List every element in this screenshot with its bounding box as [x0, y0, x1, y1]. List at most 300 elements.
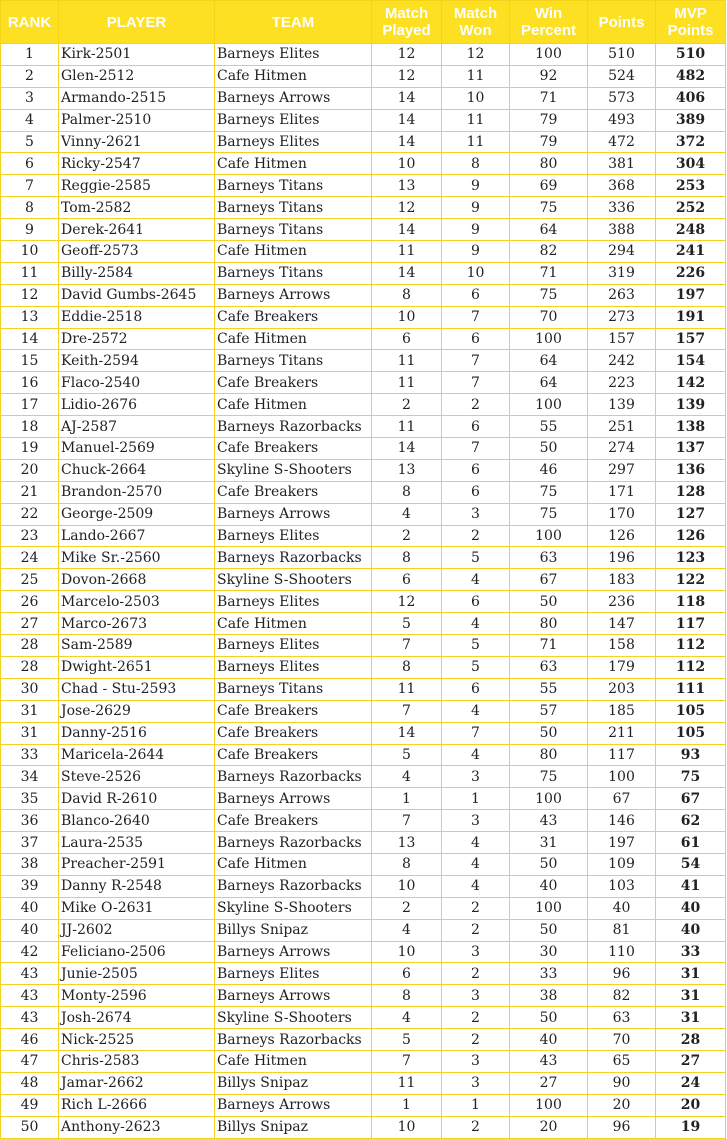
- cell-match-played: 4: [372, 766, 442, 788]
- cell-player: Monty-2596: [59, 985, 215, 1007]
- table-row: [1, 1007, 726, 1029]
- cell-team: Barneys Razorbacks: [215, 832, 372, 854]
- cell-player: Geoff-2573: [59, 241, 215, 263]
- cell-win-percent: 71: [510, 635, 588, 657]
- cell-rank: 24: [1, 547, 59, 569]
- cell-match-won: 4: [442, 700, 510, 722]
- cell-rank: 3: [1, 87, 59, 109]
- cell-rank: 26: [1, 591, 59, 613]
- cell-points: 223: [588, 372, 656, 394]
- cell-points: 273: [588, 306, 656, 328]
- cell-match-played: 14: [372, 262, 442, 284]
- header-match-won-line2: Won: [459, 22, 492, 39]
- cell-match-played: 12: [372, 591, 442, 613]
- table-row: [1, 810, 726, 832]
- cell-points: 185: [588, 700, 656, 722]
- cell-mvp-points: 112: [656, 656, 726, 678]
- cell-mvp-points: 136: [656, 459, 726, 481]
- cell-points: 236: [588, 591, 656, 613]
- cell-team: Skyline S-Shooters: [215, 897, 372, 919]
- cell-match-won: 2: [442, 919, 510, 941]
- cell-team: Skyline S-Shooters: [215, 459, 372, 481]
- cell-match-won: 6: [442, 459, 510, 481]
- cell-team: Barneys Arrows: [215, 788, 372, 810]
- cell-match-played: 11: [372, 350, 442, 372]
- cell-win-percent: 33: [510, 963, 588, 985]
- cell-mvp-points: 372: [656, 131, 726, 153]
- cell-win-percent: 100: [510, 1094, 588, 1116]
- cell-mvp-points: 127: [656, 503, 726, 525]
- table-row: [1, 87, 726, 109]
- cell-rank: 7: [1, 175, 59, 197]
- table-row: [1, 722, 726, 744]
- table-row: [1, 175, 726, 197]
- cell-team: Barneys Arrows: [215, 284, 372, 306]
- cell-rank: 36: [1, 810, 59, 832]
- cell-mvp-points: 112: [656, 635, 726, 657]
- cell-match-won: 2: [442, 394, 510, 416]
- cell-match-played: 14: [372, 131, 442, 153]
- table-row: [1, 262, 726, 284]
- cell-match-played: 11: [372, 1072, 442, 1094]
- cell-mvp-points: 27: [656, 1050, 726, 1072]
- cell-player: Josh-2674: [59, 1007, 215, 1029]
- cell-team: Cafe Breakers: [215, 481, 372, 503]
- table-row: [1, 656, 726, 678]
- cell-match-won: 12: [442, 44, 510, 66]
- cell-match-played: 13: [372, 459, 442, 481]
- cell-win-percent: 100: [510, 394, 588, 416]
- cell-rank: 37: [1, 832, 59, 854]
- cell-mvp-points: 61: [656, 832, 726, 854]
- cell-mvp-points: 118: [656, 591, 726, 613]
- cell-match-won: 6: [442, 328, 510, 350]
- cell-mvp-points: 154: [656, 350, 726, 372]
- cell-win-percent: 100: [510, 897, 588, 919]
- cell-team: Barneys Titans: [215, 678, 372, 700]
- cell-rank: 43: [1, 985, 59, 1007]
- cell-mvp-points: 482: [656, 65, 726, 87]
- cell-match-won: 3: [442, 766, 510, 788]
- cell-team: Billys Snipaz: [215, 919, 372, 941]
- cell-match-played: 10: [372, 941, 442, 963]
- cell-mvp-points: 20: [656, 1094, 726, 1116]
- cell-match-played: 11: [372, 372, 442, 394]
- header-points[interactable]: Points: [588, 1, 656, 44]
- cell-match-won: 4: [442, 744, 510, 766]
- cell-team: Cafe Hitmen: [215, 853, 372, 875]
- cell-player: Manuel-2569: [59, 438, 215, 460]
- cell-match-played: 10: [372, 1116, 442, 1138]
- cell-mvp-points: 406: [656, 87, 726, 109]
- cell-match-played: 12: [372, 197, 442, 219]
- cell-rank: 5: [1, 131, 59, 153]
- cell-team: Barneys Elites: [215, 656, 372, 678]
- cell-points: 472: [588, 131, 656, 153]
- cell-points: 65: [588, 1050, 656, 1072]
- cell-player: Chuck-2664: [59, 459, 215, 481]
- cell-win-percent: 75: [510, 481, 588, 503]
- cell-points: 336: [588, 197, 656, 219]
- cell-win-percent: 46: [510, 459, 588, 481]
- cell-win-percent: 82: [510, 241, 588, 263]
- cell-team: Cafe Hitmen: [215, 394, 372, 416]
- cell-team: Barneys Razorbacks: [215, 875, 372, 897]
- cell-match-played: 4: [372, 919, 442, 941]
- cell-match-won: 3: [442, 810, 510, 832]
- cell-player: Armando-2515: [59, 87, 215, 109]
- cell-match-won: 11: [442, 131, 510, 153]
- cell-match-played: 13: [372, 832, 442, 854]
- header-win-percent[interactable]: [510, 1, 588, 44]
- table-row: [1, 503, 726, 525]
- cell-player: Reggie-2585: [59, 175, 215, 197]
- table-row: [1, 1072, 726, 1094]
- table-body: [1, 44, 726, 1139]
- cell-rank: 46: [1, 1029, 59, 1051]
- cell-player: Keith-2594: [59, 350, 215, 372]
- cell-match-played: 7: [372, 1050, 442, 1072]
- cell-rank: 34: [1, 766, 59, 788]
- cell-points: 171: [588, 481, 656, 503]
- cell-mvp-points: 304: [656, 153, 726, 175]
- cell-win-percent: 71: [510, 87, 588, 109]
- table-row: [1, 941, 726, 963]
- cell-points: 157: [588, 328, 656, 350]
- header-win-percent-line2: Percent: [520, 22, 577, 39]
- cell-match-played: 11: [372, 416, 442, 438]
- cell-points: 242: [588, 350, 656, 372]
- cell-player: Mike Sr.-2560: [59, 547, 215, 569]
- cell-win-percent: 92: [510, 65, 588, 87]
- cell-points: 381: [588, 153, 656, 175]
- cell-rank: 33: [1, 744, 59, 766]
- cell-rank: 43: [1, 1007, 59, 1029]
- cell-rank: 39: [1, 875, 59, 897]
- cell-match-played: 4: [372, 1007, 442, 1029]
- cell-match-won: 2: [442, 963, 510, 985]
- cell-mvp-points: 40: [656, 897, 726, 919]
- cell-player: Ricky-2547: [59, 153, 215, 175]
- cell-match-played: 8: [372, 985, 442, 1007]
- cell-rank: 9: [1, 219, 59, 241]
- cell-win-percent: 50: [510, 438, 588, 460]
- table-row: [1, 131, 726, 153]
- cell-match-won: 7: [442, 722, 510, 744]
- cell-mvp-points: 67: [656, 788, 726, 810]
- cell-match-played: 2: [372, 897, 442, 919]
- cell-team: Billys Snipaz: [215, 1116, 372, 1138]
- cell-player: Chad - Stu-2593: [59, 678, 215, 700]
- cell-match-won: 9: [442, 241, 510, 263]
- cell-match-played: 10: [372, 875, 442, 897]
- cell-mvp-points: 139: [656, 394, 726, 416]
- cell-mvp-points: 137: [656, 438, 726, 460]
- cell-team: Cafe Hitmen: [215, 65, 372, 87]
- cell-rank: 20: [1, 459, 59, 481]
- table-row: [1, 350, 726, 372]
- cell-rank: 13: [1, 306, 59, 328]
- cell-team: Billys Snipaz: [215, 1072, 372, 1094]
- cell-rank: 40: [1, 919, 59, 941]
- table-row: [1, 438, 726, 460]
- table-row: [1, 700, 726, 722]
- table-row: [1, 328, 726, 350]
- cell-match-won: 1: [442, 788, 510, 810]
- cell-mvp-points: 40: [656, 919, 726, 941]
- cell-win-percent: 70: [510, 306, 588, 328]
- table-row: [1, 219, 726, 241]
- cell-rank: 28: [1, 635, 59, 657]
- table-row: [1, 985, 726, 1007]
- header-match-played-line2: Played: [382, 22, 431, 39]
- cell-mvp-points: 28: [656, 1029, 726, 1051]
- table-row: [1, 963, 726, 985]
- cell-mvp-points: 54: [656, 853, 726, 875]
- cell-points: 70: [588, 1029, 656, 1051]
- cell-team: Barneys Elites: [215, 131, 372, 153]
- cell-mvp-points: 389: [656, 109, 726, 131]
- cell-team: Cafe Hitmen: [215, 153, 372, 175]
- cell-points: 109: [588, 853, 656, 875]
- table-row: [1, 635, 726, 657]
- cell-player: David R-2610: [59, 788, 215, 810]
- cell-points: 110: [588, 941, 656, 963]
- cell-win-percent: 63: [510, 547, 588, 569]
- cell-match-played: 8: [372, 481, 442, 503]
- cell-rank: 49: [1, 1094, 59, 1116]
- table-row: [1, 394, 726, 416]
- cell-match-won: 4: [442, 853, 510, 875]
- cell-rank: 15: [1, 350, 59, 372]
- cell-win-percent: 71: [510, 262, 588, 284]
- cell-player: Jose-2629: [59, 700, 215, 722]
- cell-team: Cafe Breakers: [215, 722, 372, 744]
- cell-points: 524: [588, 65, 656, 87]
- cell-rank: 42: [1, 941, 59, 963]
- header-rank[interactable]: RANK: [1, 1, 59, 44]
- cell-mvp-points: 253: [656, 175, 726, 197]
- cell-match-played: 4: [372, 503, 442, 525]
- table-row: [1, 766, 726, 788]
- table-row: [1, 44, 726, 66]
- cell-player: Marco-2673: [59, 613, 215, 635]
- cell-player: Glen-2512: [59, 65, 215, 87]
- cell-points: 63: [588, 1007, 656, 1029]
- cell-team: Cafe Breakers: [215, 744, 372, 766]
- header-match-won-line1: Match: [453, 5, 498, 22]
- cell-points: 90: [588, 1072, 656, 1094]
- cell-points: 294: [588, 241, 656, 263]
- cell-match-won: 6: [442, 678, 510, 700]
- cell-win-percent: 100: [510, 44, 588, 66]
- cell-match-won: 6: [442, 591, 510, 613]
- cell-team: Barneys Arrows: [215, 1094, 372, 1116]
- cell-match-played: 7: [372, 700, 442, 722]
- cell-player: Danny R-2548: [59, 875, 215, 897]
- cell-player: Laura-2535: [59, 832, 215, 854]
- cell-rank: 22: [1, 503, 59, 525]
- cell-match-played: 6: [372, 963, 442, 985]
- cell-match-played: 8: [372, 547, 442, 569]
- table-row: [1, 306, 726, 328]
- cell-player: Nick-2525: [59, 1029, 215, 1051]
- table-row: [1, 153, 726, 175]
- cell-match-won: 2: [442, 1029, 510, 1051]
- cell-match-played: 2: [372, 525, 442, 547]
- cell-team: Barneys Titans: [215, 262, 372, 284]
- cell-mvp-points: 126: [656, 525, 726, 547]
- cell-team: Barneys Arrows: [215, 941, 372, 963]
- cell-rank: 40: [1, 897, 59, 919]
- cell-win-percent: 57: [510, 700, 588, 722]
- cell-points: 96: [588, 963, 656, 985]
- cell-match-won: 5: [442, 656, 510, 678]
- cell-points: 179: [588, 656, 656, 678]
- cell-player: David Gumbs-2645: [59, 284, 215, 306]
- cell-win-percent: 75: [510, 503, 588, 525]
- header-player[interactable]: PLAYER: [59, 1, 215, 44]
- cell-match-won: 4: [442, 613, 510, 635]
- cell-team: Barneys Razorbacks: [215, 766, 372, 788]
- cell-rank: 30: [1, 678, 59, 700]
- cell-match-won: 9: [442, 175, 510, 197]
- cell-match-won: 3: [442, 503, 510, 525]
- cell-win-percent: 40: [510, 1029, 588, 1051]
- cell-match-won: 8: [442, 153, 510, 175]
- table-row: [1, 1029, 726, 1051]
- cell-mvp-points: 241: [656, 241, 726, 263]
- cell-win-percent: 50: [510, 853, 588, 875]
- cell-match-played: 14: [372, 219, 442, 241]
- cell-points: 510: [588, 44, 656, 66]
- cell-win-percent: 75: [510, 766, 588, 788]
- cell-win-percent: 63: [510, 656, 588, 678]
- header-team[interactable]: TEAM: [215, 1, 372, 44]
- cell-match-played: 13: [372, 175, 442, 197]
- cell-player: JJ-2602: [59, 919, 215, 941]
- cell-match-played: 12: [372, 65, 442, 87]
- cell-match-played: 2: [372, 394, 442, 416]
- cell-match-played: 8: [372, 656, 442, 678]
- cell-win-percent: 75: [510, 197, 588, 219]
- cell-mvp-points: 41: [656, 875, 726, 897]
- cell-win-percent: 20: [510, 1116, 588, 1138]
- table-row: [1, 853, 726, 875]
- cell-points: 368: [588, 175, 656, 197]
- cell-rank: 27: [1, 613, 59, 635]
- cell-rank: 47: [1, 1050, 59, 1072]
- header-match-won[interactable]: [442, 1, 510, 44]
- cell-win-percent: 80: [510, 613, 588, 635]
- cell-rank: 2: [1, 65, 59, 87]
- cell-win-percent: 27: [510, 1072, 588, 1094]
- cell-rank: 23: [1, 525, 59, 547]
- cell-rank: 16: [1, 372, 59, 394]
- cell-team: Barneys Elites: [215, 635, 372, 657]
- cell-points: 297: [588, 459, 656, 481]
- cell-win-percent: 50: [510, 591, 588, 613]
- cell-points: 100: [588, 766, 656, 788]
- cell-match-won: 4: [442, 569, 510, 591]
- cell-points: 147: [588, 613, 656, 635]
- cell-mvp-points: 226: [656, 262, 726, 284]
- cell-points: 183: [588, 569, 656, 591]
- table-row: [1, 591, 726, 613]
- cell-match-won: 2: [442, 897, 510, 919]
- cell-team: Cafe Breakers: [215, 438, 372, 460]
- table-row: [1, 678, 726, 700]
- cell-mvp-points: 197: [656, 284, 726, 306]
- cell-mvp-points: 248: [656, 219, 726, 241]
- cell-match-played: 5: [372, 744, 442, 766]
- cell-team: Barneys Arrows: [215, 87, 372, 109]
- cell-team: Barneys Titans: [215, 175, 372, 197]
- cell-match-played: 5: [372, 613, 442, 635]
- cell-rank: 6: [1, 153, 59, 175]
- cell-win-percent: 79: [510, 131, 588, 153]
- cell-player: Eddie-2518: [59, 306, 215, 328]
- cell-mvp-points: 252: [656, 197, 726, 219]
- cell-match-won: 11: [442, 109, 510, 131]
- cell-match-played: 10: [372, 153, 442, 175]
- cell-match-played: 8: [372, 284, 442, 306]
- cell-player: Junie-2505: [59, 963, 215, 985]
- cell-match-won: 1: [442, 1094, 510, 1116]
- header-match-played[interactable]: [372, 1, 442, 44]
- table-row: [1, 241, 726, 263]
- cell-points: 203: [588, 678, 656, 700]
- cell-player: Kirk-2501: [59, 44, 215, 66]
- cell-team: Barneys Arrows: [215, 503, 372, 525]
- cell-points: 146: [588, 810, 656, 832]
- cell-mvp-points: 128: [656, 481, 726, 503]
- cell-points: 158: [588, 635, 656, 657]
- cell-rank: 11: [1, 262, 59, 284]
- cell-team: Barneys Razorbacks: [215, 416, 372, 438]
- cell-team: Cafe Hitmen: [215, 613, 372, 635]
- table-row: [1, 875, 726, 897]
- cell-team: Skyline S-Shooters: [215, 1007, 372, 1029]
- cell-team: Barneys Razorbacks: [215, 547, 372, 569]
- cell-match-won: 2: [442, 1007, 510, 1029]
- cell-rank: 17: [1, 394, 59, 416]
- cell-player: George-2509: [59, 503, 215, 525]
- cell-win-percent: 69: [510, 175, 588, 197]
- cell-match-won: 7: [442, 438, 510, 460]
- cell-match-won: 9: [442, 197, 510, 219]
- table-row: [1, 65, 726, 87]
- table-row: [1, 372, 726, 394]
- header-mvp-points[interactable]: [656, 1, 726, 44]
- cell-win-percent: 50: [510, 722, 588, 744]
- cell-player: Lidio-2676: [59, 394, 215, 416]
- cell-player: Marcelo-2503: [59, 591, 215, 613]
- cell-win-percent: 100: [510, 328, 588, 350]
- cell-win-percent: 43: [510, 810, 588, 832]
- cell-match-played: 14: [372, 438, 442, 460]
- cell-win-percent: 80: [510, 153, 588, 175]
- cell-match-played: 1: [372, 1094, 442, 1116]
- cell-points: 197: [588, 832, 656, 854]
- cell-mvp-points: 93: [656, 744, 726, 766]
- cell-mvp-points: 62: [656, 810, 726, 832]
- cell-win-percent: 100: [510, 525, 588, 547]
- cell-team: Barneys Titans: [215, 350, 372, 372]
- cell-win-percent: 40: [510, 875, 588, 897]
- cell-rank: 10: [1, 241, 59, 263]
- cell-points: 196: [588, 547, 656, 569]
